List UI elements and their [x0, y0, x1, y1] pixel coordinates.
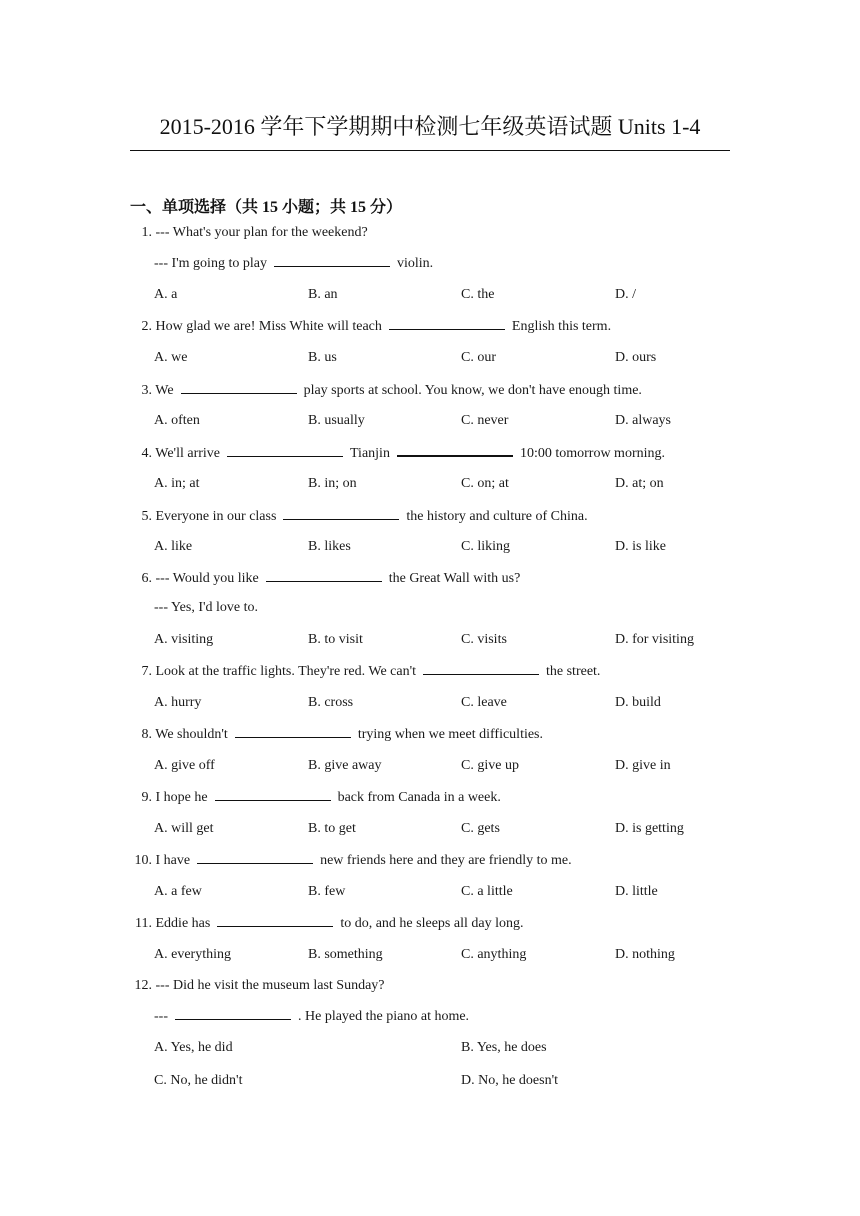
option-a: A. often — [154, 413, 200, 428]
option-a: A. visiting — [154, 632, 214, 647]
stem-text: --- What's your plan for the weekend? — [155, 225, 368, 240]
answer-blank — [389, 316, 505, 330]
question-number: 11. — [135, 916, 152, 931]
stem-text: We shouldn't — [155, 727, 228, 742]
question-8-stem — [130, 724, 543, 745]
option-a: A. like — [154, 539, 193, 554]
option-b: B. an — [308, 287, 338, 302]
title-underline — [130, 150, 730, 151]
answer-blank — [227, 443, 343, 457]
option-b: B. something — [308, 947, 383, 962]
answer-blank — [181, 380, 297, 394]
option-d: D. little — [615, 884, 658, 899]
option-c: C. visits — [461, 632, 507, 647]
option-c: C. a little — [461, 884, 513, 899]
option-d: D. / — [615, 287, 636, 302]
stem-text: --- — [154, 1009, 168, 1024]
question-number: 4. — [141, 446, 152, 461]
answer-blank — [397, 442, 513, 457]
option-d: D. is like — [615, 539, 666, 554]
option-d: D. always — [615, 413, 671, 428]
stem-text: I hope he — [155, 790, 208, 805]
option-d: D. nothing — [615, 947, 675, 962]
stem-text: play sports at school. You know, we don't have enough time. — [303, 383, 642, 398]
question-number: 9. — [141, 790, 152, 805]
option-a: A. a — [154, 287, 178, 302]
stem-text: the street. — [546, 664, 601, 679]
option-b: B. us — [308, 350, 337, 365]
answer-blank — [283, 506, 399, 520]
question-12-stem — [154, 1006, 469, 1027]
stem-text: --- Yes, I'd love to. — [154, 600, 259, 615]
question-number: 1. — [141, 225, 152, 240]
answer-blank — [274, 253, 390, 267]
question-number: 5. — [141, 509, 152, 524]
answer-blank — [175, 1006, 291, 1020]
option-b: B. in; on — [308, 476, 357, 491]
option-b: B. to visit — [308, 632, 363, 647]
stem-text: English this term. — [511, 319, 612, 334]
option-d: D. No, he doesn't — [461, 1073, 559, 1088]
option-c: C. leave — [461, 695, 507, 710]
question-5-stem — [130, 506, 588, 527]
question-1-stem — [130, 223, 368, 243]
stem-text: . He played the piano at home. — [298, 1009, 470, 1024]
stem-text: to do, and he sleeps all day long. — [340, 916, 524, 931]
stem-text: violin. — [396, 256, 434, 271]
option-d: D. ours — [615, 350, 657, 365]
question-number: 8. — [141, 727, 152, 742]
stem-text: back from Canada in a week. — [337, 790, 501, 805]
option-b: B. cross — [308, 695, 354, 710]
answer-blank — [217, 913, 333, 927]
question-number: 3. — [141, 383, 152, 398]
stem-text: 10:00 tomorrow morning. — [519, 446, 665, 461]
option-c: C. never — [461, 413, 509, 428]
option-a: A. we — [154, 350, 188, 365]
stem-text: Look at the traffic lights. They're red. We can't — [155, 664, 416, 679]
question-3-stem — [130, 380, 642, 401]
option-a: A. everything — [154, 947, 231, 962]
option-a: A. will get — [154, 821, 214, 836]
option-c: C. No, he didn't — [154, 1073, 243, 1088]
question-number: 10. — [134, 853, 152, 868]
question-number: 6. — [141, 571, 152, 586]
stem-text: Tianjin — [350, 446, 390, 461]
option-c: C. anything — [461, 947, 527, 962]
stem-text: --- I'm going to play — [154, 256, 267, 271]
option-c: C. gets — [461, 821, 500, 836]
section-heading: 一、单项选择（共 15 小题；共 15 分） — [130, 199, 403, 216]
question-1-stem — [154, 253, 433, 274]
option-d: D. build — [615, 695, 661, 710]
stem-text: Eddie has — [155, 916, 211, 931]
answer-blank — [235, 724, 351, 738]
option-b: B. usually — [308, 413, 365, 428]
stem-text: new friends here and they are friendly to me. — [320, 853, 572, 868]
stem-text: trying when we meet difficulties. — [357, 727, 544, 742]
answer-blank — [266, 568, 382, 582]
option-d: D. for visiting — [615, 632, 694, 647]
question-number: 7. — [141, 664, 152, 679]
question-11-stem — [130, 913, 523, 934]
option-c: C. give up — [461, 758, 519, 773]
stem-text: We — [155, 383, 174, 398]
question-number: 12. — [134, 978, 152, 993]
option-d: D. is getting — [615, 821, 684, 836]
question-9-stem — [130, 787, 501, 808]
option-b: B. Yes, he does — [461, 1040, 547, 1055]
question-2-stem — [130, 316, 611, 337]
option-b: B. give away — [308, 758, 382, 773]
option-d: D. at; on — [615, 476, 664, 491]
stem-text: I have — [155, 853, 191, 868]
option-d: D. give in — [615, 758, 671, 773]
question-6-stem — [130, 568, 520, 589]
option-c: C. on; at — [461, 476, 509, 491]
question-7-stem — [130, 661, 600, 682]
question-10-stem — [130, 850, 572, 871]
option-a: A. hurry — [154, 695, 202, 710]
stem-text: Everyone in our class — [155, 509, 277, 524]
option-c: C. the — [461, 287, 495, 302]
question-4-stem — [130, 442, 665, 464]
stem-text: --- Would you like — [155, 571, 259, 586]
option-c: C. our — [461, 350, 496, 365]
question-number: 2. — [141, 319, 152, 334]
question-6-stem — [154, 598, 258, 618]
option-a: A. give off — [154, 758, 215, 773]
stem-text: the Great Wall with us? — [388, 571, 521, 586]
stem-text: --- Did he visit the museum last Sunday? — [155, 978, 385, 993]
option-c: C. liking — [461, 539, 511, 554]
answer-blank — [423, 661, 539, 675]
stem-text: We'll arrive — [155, 446, 220, 461]
stem-text: How glad we are! Miss White will teach — [155, 319, 382, 334]
answer-blank — [197, 850, 313, 864]
question-12-stem — [130, 976, 385, 996]
option-a: A. Yes, he did — [154, 1040, 233, 1055]
answer-blank — [215, 787, 331, 801]
stem-text: the history and culture of China. — [406, 509, 588, 524]
exam-title: 2015-2016 学年下学期期中检测七年级英语试题 Units 1-4 — [159, 114, 701, 139]
option-b: B. likes — [308, 539, 351, 554]
option-a: A. a few — [154, 884, 202, 899]
option-b: B. to get — [308, 821, 356, 836]
option-a: A. in; at — [154, 476, 200, 491]
option-b: B. few — [308, 884, 346, 899]
